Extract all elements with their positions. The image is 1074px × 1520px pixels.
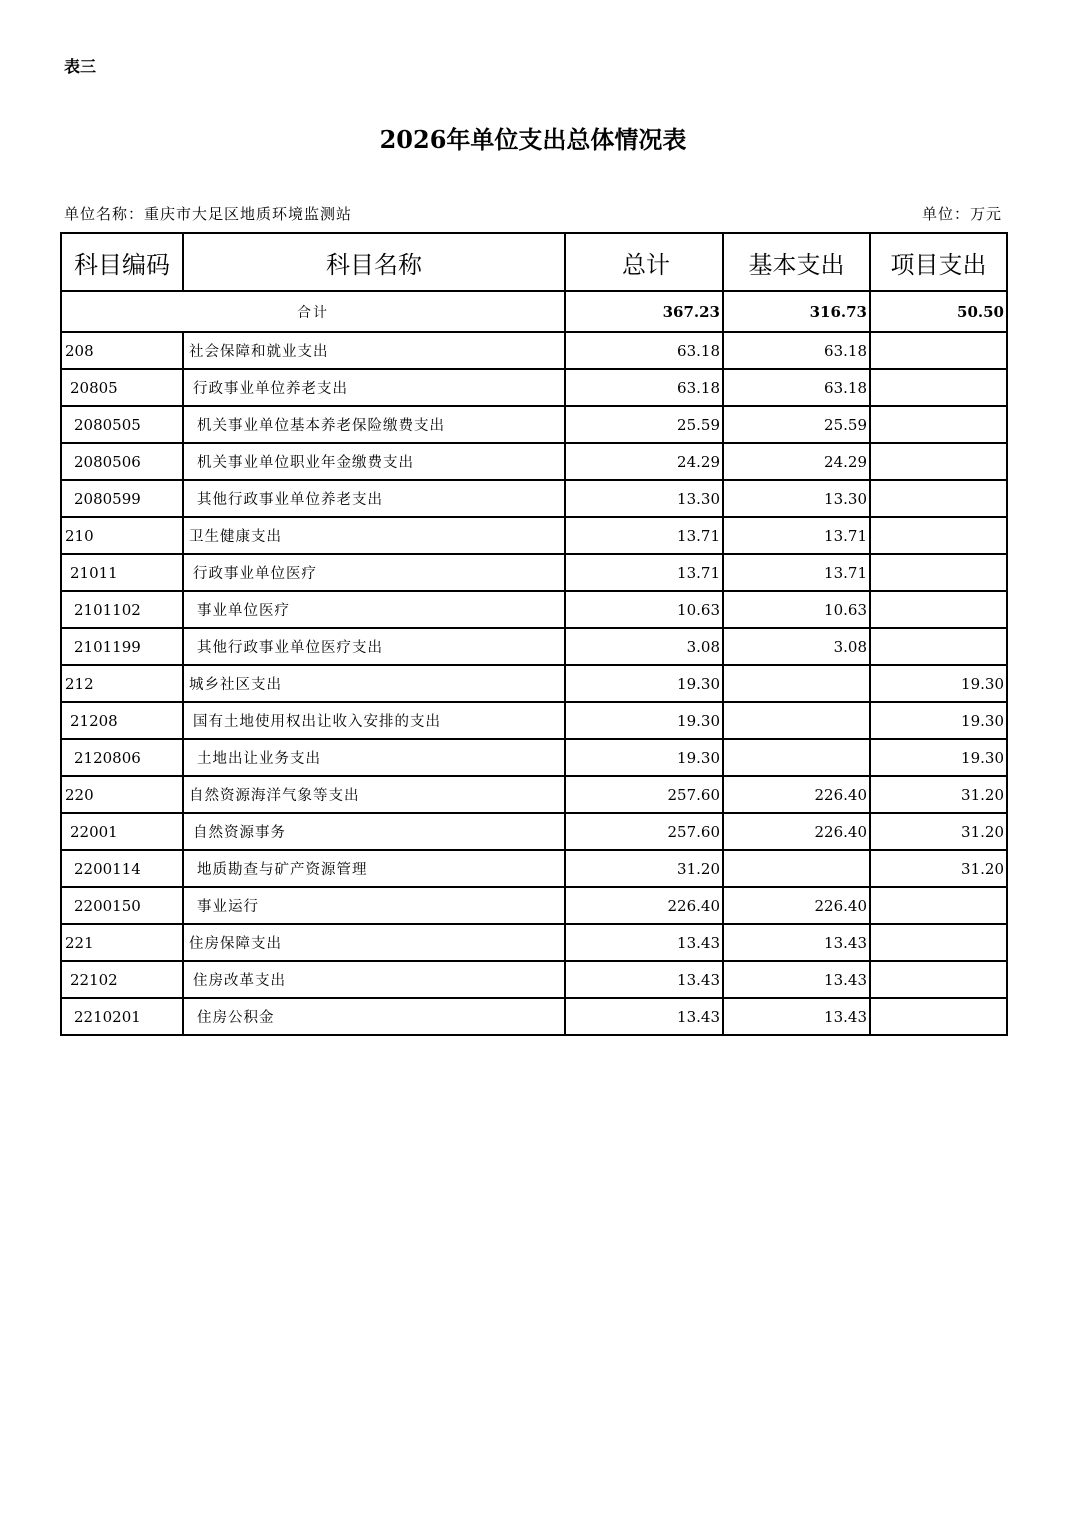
row-basic: 24.29 bbox=[723, 443, 870, 480]
row-basic bbox=[723, 850, 870, 887]
row-name: 国有土地使用权出让收入安排的支出 bbox=[183, 702, 565, 739]
row-basic: 13.30 bbox=[723, 480, 870, 517]
row-name: 社会保障和就业支出 bbox=[183, 332, 565, 369]
header-basic: 基本支出 bbox=[723, 233, 870, 291]
row-name: 其他行政事业单位养老支出 bbox=[183, 480, 565, 517]
row-basic: 13.71 bbox=[723, 554, 870, 591]
total-row bbox=[61, 291, 1007, 332]
row-code: 208 bbox=[61, 332, 183, 369]
row-name: 机关事业单位职业年金缴费支出 bbox=[183, 443, 565, 480]
row-total: 257.60 bbox=[565, 813, 723, 850]
row-code: 2200150 bbox=[61, 887, 183, 924]
row-code: 2080505 bbox=[61, 406, 183, 443]
row-project: 19.30 bbox=[870, 702, 1007, 739]
row-code: 220 bbox=[61, 776, 183, 813]
row-name: 事业单位医疗 bbox=[183, 591, 565, 628]
row-total: 13.30 bbox=[565, 480, 723, 517]
row-basic: 13.43 bbox=[723, 998, 870, 1035]
row-basic: 226.40 bbox=[723, 776, 870, 813]
row-code: 221 bbox=[61, 924, 183, 961]
table-row bbox=[61, 887, 1007, 924]
row-basic: 25.59 bbox=[723, 406, 870, 443]
row-basic: 13.43 bbox=[723, 961, 870, 998]
table-row bbox=[61, 406, 1007, 443]
row-project bbox=[870, 961, 1007, 998]
row-project bbox=[870, 554, 1007, 591]
row-total: 3.08 bbox=[565, 628, 723, 665]
table-row bbox=[61, 554, 1007, 591]
table-row bbox=[61, 998, 1007, 1035]
row-name: 行政事业单位养老支出 bbox=[183, 369, 565, 406]
table-row bbox=[61, 702, 1007, 739]
row-project bbox=[870, 332, 1007, 369]
row-name: 自然资源事务 bbox=[183, 813, 565, 850]
row-project: 31.20 bbox=[870, 850, 1007, 887]
row-code: 2080599 bbox=[61, 480, 183, 517]
table-row bbox=[61, 332, 1007, 369]
row-total: 257.60 bbox=[565, 776, 723, 813]
header-name: 科目名称 bbox=[183, 233, 565, 291]
row-basic bbox=[723, 739, 870, 776]
table-row bbox=[61, 480, 1007, 517]
row-name: 其他行政事业单位医疗支出 bbox=[183, 628, 565, 665]
row-project: 31.20 bbox=[870, 776, 1007, 813]
total-label: 合计 bbox=[61, 291, 565, 332]
table-row bbox=[61, 517, 1007, 554]
row-project bbox=[870, 628, 1007, 665]
row-name: 自然资源海洋气象等支出 bbox=[183, 776, 565, 813]
row-code: 2101102 bbox=[61, 591, 183, 628]
row-name: 住房公积金 bbox=[183, 998, 565, 1035]
table-row bbox=[61, 813, 1007, 850]
row-basic: 63.18 bbox=[723, 369, 870, 406]
row-code: 212 bbox=[61, 665, 183, 702]
row-name: 城乡社区支出 bbox=[183, 665, 565, 702]
row-total: 13.71 bbox=[565, 517, 723, 554]
row-basic: 63.18 bbox=[723, 332, 870, 369]
row-code: 210 bbox=[61, 517, 183, 554]
row-code: 21011 bbox=[61, 554, 183, 591]
table-number: 表三 bbox=[64, 57, 97, 76]
row-code: 22102 bbox=[61, 961, 183, 998]
row-total: 19.30 bbox=[565, 702, 723, 739]
total-basic: 316.73 bbox=[723, 291, 870, 332]
row-total: 13.71 bbox=[565, 554, 723, 591]
row-total: 10.63 bbox=[565, 591, 723, 628]
header-code: 科目编码 bbox=[61, 233, 183, 291]
table-row bbox=[61, 850, 1007, 887]
page-title: 2026年单位支出总体情况表 bbox=[379, 125, 687, 154]
row-project bbox=[870, 591, 1007, 628]
row-total: 226.40 bbox=[565, 887, 723, 924]
row-name: 机关事业单位基本养老保险缴费支出 bbox=[183, 406, 565, 443]
row-basic: 226.40 bbox=[723, 813, 870, 850]
row-name: 地质勘查与矿产资源管理 bbox=[183, 850, 565, 887]
table-row bbox=[61, 443, 1007, 480]
row-code: 2101199 bbox=[61, 628, 183, 665]
row-basic: 3.08 bbox=[723, 628, 870, 665]
row-project bbox=[870, 443, 1007, 480]
row-basic: 13.71 bbox=[723, 517, 870, 554]
row-name: 住房保障支出 bbox=[183, 924, 565, 961]
row-code: 20805 bbox=[61, 369, 183, 406]
row-total: 31.20 bbox=[565, 850, 723, 887]
table-row bbox=[61, 924, 1007, 961]
row-total: 25.59 bbox=[565, 406, 723, 443]
row-project bbox=[870, 406, 1007, 443]
row-project bbox=[870, 369, 1007, 406]
row-code: 2200114 bbox=[61, 850, 183, 887]
row-project: 19.30 bbox=[870, 739, 1007, 776]
row-project: 19.30 bbox=[870, 665, 1007, 702]
table-row bbox=[61, 665, 1007, 702]
row-basic: 13.43 bbox=[723, 924, 870, 961]
row-total: 63.18 bbox=[565, 332, 723, 369]
row-name: 行政事业单位医疗 bbox=[183, 554, 565, 591]
row-code: 2120806 bbox=[61, 739, 183, 776]
header-project: 项目支出 bbox=[870, 233, 1007, 291]
row-name: 土地出让业务支出 bbox=[183, 739, 565, 776]
expenditure-table bbox=[60, 232, 1008, 1036]
row-project bbox=[870, 998, 1007, 1035]
table-row bbox=[61, 591, 1007, 628]
table-row bbox=[61, 961, 1007, 998]
header-row bbox=[61, 233, 1007, 291]
row-name: 事业运行 bbox=[183, 887, 565, 924]
row-total: 19.30 bbox=[565, 739, 723, 776]
row-code: 2080506 bbox=[61, 443, 183, 480]
row-total: 13.43 bbox=[565, 924, 723, 961]
row-project bbox=[870, 480, 1007, 517]
row-basic: 226.40 bbox=[723, 887, 870, 924]
row-code: 22001 bbox=[61, 813, 183, 850]
row-project bbox=[870, 517, 1007, 554]
unit-label: 单位：万元 bbox=[921, 205, 1002, 223]
row-basic bbox=[723, 665, 870, 702]
row-basic: 10.63 bbox=[723, 591, 870, 628]
row-total: 19.30 bbox=[565, 665, 723, 702]
row-name: 卫生健康支出 bbox=[183, 517, 565, 554]
row-total: 13.43 bbox=[565, 961, 723, 998]
header-total: 总计 bbox=[565, 233, 723, 291]
table-row bbox=[61, 628, 1007, 665]
row-project bbox=[870, 924, 1007, 961]
table-row bbox=[61, 739, 1007, 776]
row-basic bbox=[723, 702, 870, 739]
row-total: 13.43 bbox=[565, 998, 723, 1035]
unit-name: 单位名称：重庆市大足区地质环境监测站 bbox=[64, 205, 353, 223]
row-project: 31.20 bbox=[870, 813, 1007, 850]
table-row bbox=[61, 369, 1007, 406]
total-sum: 367.23 bbox=[565, 291, 723, 332]
row-total: 63.18 bbox=[565, 369, 723, 406]
total-project: 50.50 bbox=[870, 291, 1007, 332]
row-code: 21208 bbox=[61, 702, 183, 739]
table-row bbox=[61, 776, 1007, 813]
row-code: 2210201 bbox=[61, 998, 183, 1035]
row-total: 24.29 bbox=[565, 443, 723, 480]
row-project bbox=[870, 887, 1007, 924]
row-name: 住房改革支出 bbox=[183, 961, 565, 998]
